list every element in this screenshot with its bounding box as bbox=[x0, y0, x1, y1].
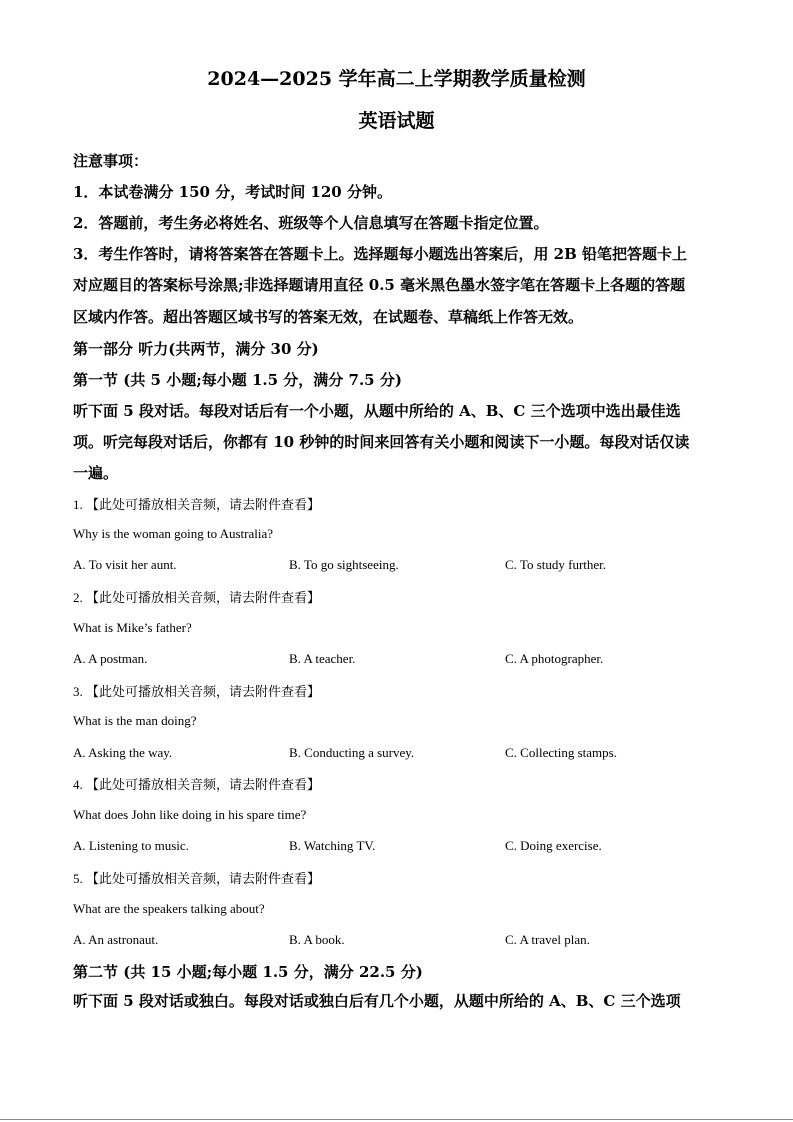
section1-heading: 第一节 (共 5 小题;每小题 1.5 分，满分 7.5 分) bbox=[73, 371, 402, 389]
question-2-option-b: B. A teacher. bbox=[289, 651, 356, 666]
question-5-option-b: B. A book. bbox=[289, 932, 345, 947]
section2-heading: 第二节 (共 15 小题;每小题 1.5 分，满分 22.5 分) bbox=[73, 963, 423, 981]
question-3-text: What is the man doing? bbox=[73, 713, 197, 728]
part1-heading: 第一部分 听力(共两节，满分 30 分) bbox=[73, 340, 319, 358]
question-1-option-a: A. To visit her aunt. bbox=[73, 557, 177, 572]
question-1-option-b: B. To go sightseeing. bbox=[289, 557, 399, 572]
question-4-text: What does John like doing in his spare time? bbox=[73, 807, 307, 822]
question-1-audio-link[interactable]: 1. 【此处可播放相关音频，请去附件查看】 bbox=[73, 497, 321, 512]
page-title: 2024—2025 学年高二上学期教学质量检测 bbox=[207, 68, 586, 90]
page-bottom-divider bbox=[0, 1119, 793, 1120]
notice-item-1: 1．本试卷满分 150 分，考试时间 120 分钟。 bbox=[73, 183, 392, 201]
question-3-option-c: C. Collecting stamps. bbox=[505, 745, 617, 760]
section1-instruction-line-2: 项。听完每段对话后，你都有 10 秒钟的时间来回答有关小题和阅读下一小题。每段对话仅读 bbox=[73, 433, 690, 451]
section1-instruction-line-3: 一遍。 bbox=[73, 464, 119, 482]
section2-instruction-line-1: 听下面 5 段对话或独白。每段对话或独白后有几个小题，从题中所给的 A、B、C 三个选项 bbox=[73, 992, 681, 1010]
question-2-option-a: A. A postman. bbox=[73, 651, 148, 666]
question-2-audio-link[interactable]: 2. 【此处可播放相关音频，请去附件查看】 bbox=[73, 590, 321, 605]
notice-heading: 注意事项： bbox=[73, 152, 149, 170]
question-2-option-c: C. A photographer. bbox=[505, 651, 604, 666]
notice-item-3-line-1: 3．考生作答时，请将答案答在答题卡上。选择题每小题选出答案后，用 2B 铅笔把答题卡上 bbox=[73, 245, 688, 263]
notice-item-3-line-2: 对应题目的答案标号涂黑;非选择题请用直径 0.5 毫米黑色墨水签字笔在答题卡上各题的答题 bbox=[73, 276, 686, 294]
question-1-option-c: C. To study further. bbox=[505, 557, 607, 572]
question-2-text: What is Mike’s father? bbox=[73, 620, 192, 635]
question-3-audio-link[interactable]: 3. 【此处可播放相关音频，请去附件查看】 bbox=[73, 684, 321, 699]
question-4-option-c: C. Doing exercise. bbox=[505, 838, 602, 853]
question-5-option-a: A. An astronaut. bbox=[73, 932, 159, 947]
question-4-option-a: A. Listening to music. bbox=[73, 838, 189, 853]
question-1-text: Why is the woman going to Australia? bbox=[73, 526, 274, 541]
section1-instruction-line-1: 听下面 5 段对话。每段对话后有一个小题，从题中所给的 A、B、C 三个选项中选出最佳选 bbox=[73, 402, 681, 420]
question-4-option-b: B. Watching TV. bbox=[289, 838, 376, 853]
question-3-option-b: B. Conducting a survey. bbox=[289, 745, 415, 760]
question-5-text: What are the speakers talking about? bbox=[73, 901, 265, 916]
notice-item-3-line-3: 区域内作答。超出答题区域书写的答案无效，在试题卷、草稿纸上作答无效。 bbox=[73, 308, 584, 326]
question-5-audio-link[interactable]: 5. 【此处可播放相关音频，请去附件查看】 bbox=[73, 871, 321, 886]
page-subtitle: 英语试题 bbox=[358, 110, 435, 132]
notice-item-2: 2．答题前，考生务必将姓名、班级等个人信息填写在答题卡指定位置。 bbox=[73, 214, 549, 232]
question-3-option-a: A. Asking the way. bbox=[73, 745, 173, 760]
question-5-option-c: C. A travel plan. bbox=[505, 932, 590, 947]
question-4-audio-link[interactable]: 4. 【此处可播放相关音频，请去附件查看】 bbox=[73, 777, 321, 792]
